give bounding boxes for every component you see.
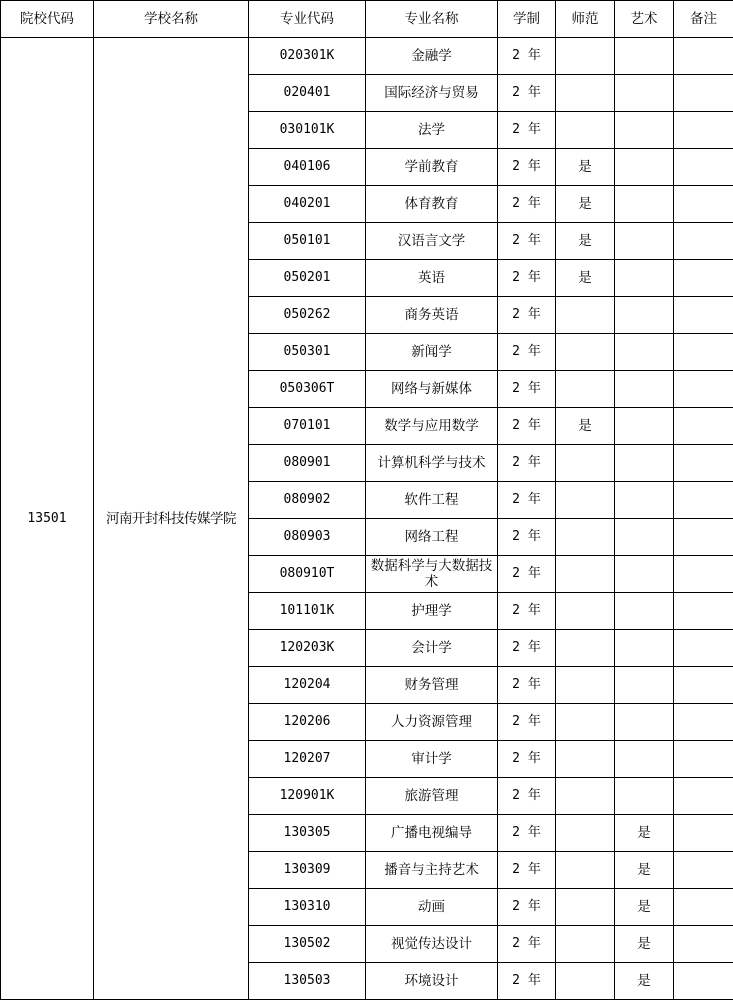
major-name-cell: 视觉传达设计: [366, 926, 498, 963]
art-cell: [615, 667, 674, 704]
note-cell: [674, 38, 733, 75]
art-cell: [615, 593, 674, 630]
duration-cell: 2 年: [498, 815, 556, 852]
duration-cell: 2 年: [498, 75, 556, 112]
note-cell: [674, 741, 733, 778]
header-art: 艺术: [615, 1, 674, 38]
note-cell: [674, 889, 733, 926]
duration-cell: 2 年: [498, 38, 556, 75]
note-cell: [674, 223, 733, 260]
normal-cell: [556, 778, 615, 815]
duration-cell: 2 年: [498, 963, 556, 1000]
art-cell: [615, 704, 674, 741]
art-cell: [615, 445, 674, 482]
normal-cell: [556, 630, 615, 667]
header-school-code: 院校代码: [1, 1, 94, 38]
major-code-cell: 130309: [249, 852, 366, 889]
art-cell: [615, 334, 674, 371]
normal-cell: [556, 445, 615, 482]
note-cell: [674, 75, 733, 112]
major-code-cell: 120204: [249, 667, 366, 704]
major-code-cell: 080901: [249, 445, 366, 482]
normal-cell: [556, 889, 615, 926]
art-cell: [615, 519, 674, 556]
note-cell: [674, 556, 733, 593]
note-cell: [674, 445, 733, 482]
duration-cell: 2 年: [498, 630, 556, 667]
major-name-cell: 国际经济与贸易: [366, 75, 498, 112]
normal-cell: [556, 741, 615, 778]
art-cell: 是: [615, 926, 674, 963]
duration-cell: 2 年: [498, 408, 556, 445]
major-name-cell: 法学: [366, 112, 498, 149]
normal-cell: [556, 75, 615, 112]
header-note: 备注: [674, 1, 733, 38]
duration-cell: 2 年: [498, 704, 556, 741]
major-code-cell: 050306T: [249, 371, 366, 408]
normal-cell: [556, 926, 615, 963]
duration-cell: 2 年: [498, 889, 556, 926]
normal-cell: [556, 334, 615, 371]
major-name-cell: 网络工程: [366, 519, 498, 556]
note-cell: [674, 963, 733, 1000]
normal-cell: [556, 593, 615, 630]
major-name-cell: 广播电视编导: [366, 815, 498, 852]
note-cell: [674, 852, 733, 889]
header-school-name: 学校名称: [94, 1, 249, 38]
note-cell: [674, 186, 733, 223]
art-cell: [615, 75, 674, 112]
note-cell: [674, 926, 733, 963]
note-cell: [674, 630, 733, 667]
school-name-cell: 河南开封科技传媒学院: [94, 38, 249, 1000]
art-cell: [615, 778, 674, 815]
duration-cell: 2 年: [498, 445, 556, 482]
major-code-cell: 070101: [249, 408, 366, 445]
note-cell: [674, 704, 733, 741]
normal-cell: [556, 297, 615, 334]
header-row: [1, 1, 733, 38]
normal-cell: [556, 556, 615, 593]
normal-cell: [556, 852, 615, 889]
note-cell: [674, 334, 733, 371]
duration-cell: 2 年: [498, 482, 556, 519]
art-cell: 是: [615, 852, 674, 889]
duration-cell: 2 年: [498, 186, 556, 223]
major-code-cell: 120207: [249, 741, 366, 778]
art-cell: [615, 260, 674, 297]
note-cell: [674, 815, 733, 852]
major-code-cell: 080903: [249, 519, 366, 556]
major-name-cell: 人力资源管理: [366, 704, 498, 741]
table-row: [1, 38, 733, 75]
duration-cell: 2 年: [498, 297, 556, 334]
normal-cell: 是: [556, 223, 615, 260]
major-code-cell: 130310: [249, 889, 366, 926]
note-cell: [674, 297, 733, 334]
normal-cell: [556, 815, 615, 852]
note-cell: [674, 778, 733, 815]
art-cell: [615, 112, 674, 149]
note-cell: [674, 593, 733, 630]
normal-cell: [556, 38, 615, 75]
note-cell: [674, 149, 733, 186]
header-duration: 学制: [498, 1, 556, 38]
header-major-name: 专业名称: [366, 1, 498, 38]
duration-cell: 2 年: [498, 260, 556, 297]
major-code-cell: 020301K: [249, 38, 366, 75]
major-name-cell: 体育教育: [366, 186, 498, 223]
duration-cell: 2 年: [498, 112, 556, 149]
note-cell: [674, 482, 733, 519]
art-cell: [615, 408, 674, 445]
normal-cell: 是: [556, 260, 615, 297]
normal-cell: 是: [556, 408, 615, 445]
major-name-cell: 审计学: [366, 741, 498, 778]
normal-cell: 是: [556, 149, 615, 186]
major-name-cell: 动画: [366, 889, 498, 926]
major-code-cell: 130502: [249, 926, 366, 963]
duration-cell: 2 年: [498, 926, 556, 963]
major-name-cell: 护理学: [366, 593, 498, 630]
major-code-cell: 080910T: [249, 556, 366, 593]
normal-cell: [556, 482, 615, 519]
art-cell: [615, 223, 674, 260]
normal-cell: [556, 667, 615, 704]
major-name-cell: 环境设计: [366, 963, 498, 1000]
art-cell: 是: [615, 889, 674, 926]
art-cell: 是: [615, 963, 674, 1000]
major-code-cell: 120206: [249, 704, 366, 741]
art-cell: [615, 371, 674, 408]
duration-cell: 2 年: [498, 778, 556, 815]
major-name-cell: 汉语言文学: [366, 223, 498, 260]
header-normal: 师范: [556, 1, 615, 38]
major-code-cell: 050201: [249, 260, 366, 297]
duration-cell: 2 年: [498, 334, 556, 371]
normal-cell: 是: [556, 186, 615, 223]
major-code-cell: 050101: [249, 223, 366, 260]
major-name-cell: 播音与主持艺术: [366, 852, 498, 889]
duration-cell: 2 年: [498, 371, 556, 408]
art-cell: [615, 482, 674, 519]
major-code-cell: 130305: [249, 815, 366, 852]
note-cell: [674, 408, 733, 445]
major-code-cell: 130503: [249, 963, 366, 1000]
duration-cell: 2 年: [498, 593, 556, 630]
duration-cell: 2 年: [498, 519, 556, 556]
duration-cell: 2 年: [498, 223, 556, 260]
major-name-cell: 网络与新媒体: [366, 371, 498, 408]
art-cell: [615, 297, 674, 334]
art-cell: [615, 149, 674, 186]
note-cell: [674, 260, 733, 297]
major-code-cell: 120203K: [249, 630, 366, 667]
art-cell: [615, 186, 674, 223]
major-name-cell: 数据科学与大数据技术: [366, 556, 498, 593]
duration-cell: 2 年: [498, 741, 556, 778]
duration-cell: 2 年: [498, 852, 556, 889]
normal-cell: [556, 112, 615, 149]
art-cell: [615, 741, 674, 778]
duration-cell: 2 年: [498, 556, 556, 593]
art-cell: [615, 630, 674, 667]
major-code-cell: 101101K: [249, 593, 366, 630]
major-code-cell: 050301: [249, 334, 366, 371]
major-name-cell: 会计学: [366, 630, 498, 667]
major-name-cell: 英语: [366, 260, 498, 297]
major-name-cell: 金融学: [366, 38, 498, 75]
major-name-cell: 旅游管理: [366, 778, 498, 815]
major-code-cell: 080902: [249, 482, 366, 519]
normal-cell: [556, 371, 615, 408]
major-name-cell: 软件工程: [366, 482, 498, 519]
note-cell: [674, 371, 733, 408]
note-cell: [674, 519, 733, 556]
normal-cell: [556, 519, 615, 556]
major-name-cell: 商务英语: [366, 297, 498, 334]
duration-cell: 2 年: [498, 149, 556, 186]
normal-cell: [556, 704, 615, 741]
major-code-cell: 020401: [249, 75, 366, 112]
major-code-cell: 050262: [249, 297, 366, 334]
school-code-cell: 13501: [1, 38, 94, 1000]
art-cell: 是: [615, 815, 674, 852]
major-name-cell: 数学与应用数学: [366, 408, 498, 445]
normal-cell: [556, 963, 615, 1000]
major-code-cell: 040106: [249, 149, 366, 186]
note-cell: [674, 112, 733, 149]
duration-cell: 2 年: [498, 667, 556, 704]
major-code-cell: 030101K: [249, 112, 366, 149]
major-name-cell: 新闻学: [366, 334, 498, 371]
major-name-cell: 学前教育: [366, 149, 498, 186]
major-name-cell: 计算机科学与技术: [366, 445, 498, 482]
art-cell: [615, 38, 674, 75]
art-cell: [615, 556, 674, 593]
header-major-code: 专业代码: [249, 1, 366, 38]
major-name-cell: 财务管理: [366, 667, 498, 704]
major-code-cell: 120901K: [249, 778, 366, 815]
note-cell: [674, 667, 733, 704]
major-code-cell: 040201: [249, 186, 366, 223]
